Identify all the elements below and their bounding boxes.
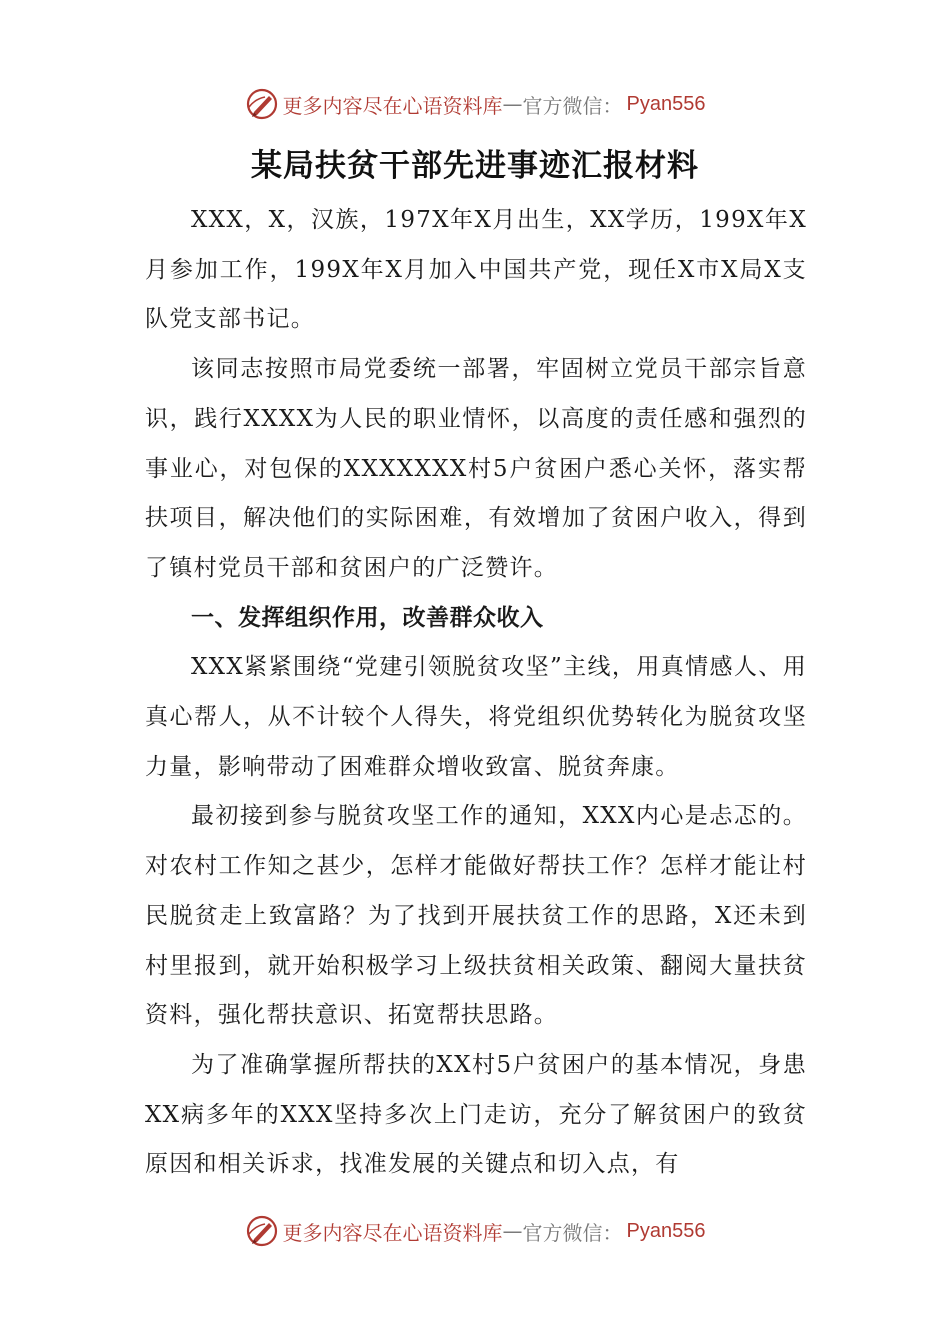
paragraph-section1-2: 最初接到参与脱贫攻坚工作的通知，XXX内心是忐忑的。对农村工作知之甚少，怎样才能做好帮扶工作？怎样才能让村民脱贫走上致富路？为了找到开展扶贫工作的思路，X还未到村里报到，就开始积极学习上级扶贫相关政策、翻阅大量扶贫资料，强化帮扶意识、拓宽帮扶思路。 (145, 803, 807, 1029)
paragraph-section1-1: XXX紧紧围绕“党建引领脱贫攻坚”主线，用真情感人、用真心帮人，从不计较个人得失，将党组织优势转化为脱贫攻坚力量，影响带动了困难群众增收致富、脱贫奔康。 (145, 654, 807, 780)
section-heading-1: 一、发挥组织作用，改善群众收入 (191, 604, 544, 631)
pen-logo-icon (245, 1214, 279, 1248)
watermark-dash: — (502, 1219, 523, 1243)
footer-watermark (0, 1211, 950, 1251)
document-title: 某局扶贫干部先进事迹汇报材料 (251, 148, 699, 184)
paragraph-summary: 该同志按照市局党委统一部署，牢固树立党员干部宗旨意识，践行XXXX为人民的职业情怀，以高度的责任感和强烈的事业心，对包保的XXXXXXX村5户贫困户悉心关怀，落实帮扶项目，解决他们的实际困难，有效增加了贫困户收入，得到了镇村党员干部和贫困户的广泛赞许。 (145, 356, 807, 581)
document-body (145, 196, 807, 1190)
watermark-wechat-id: Pyan556 (626, 92, 706, 115)
header-watermark (0, 84, 950, 124)
watermark-grey-text: 官方微信： (522, 1220, 623, 1245)
paragraph-intro: XXX，X，汉族，197X年X月出生，XX学历，199X年X月参加工作，199X年X月加入中国共产党，现任X市X局X支队党支部书记。 (145, 207, 807, 333)
watermark-grey-text: 官方微信： (522, 93, 623, 118)
watermark-dash: — (502, 92, 523, 116)
pen-logo-icon (245, 87, 279, 121)
watermark-red-text: 更多内容尽在心语资料库 (282, 1220, 503, 1245)
watermark-wechat-id: Pyan556 (626, 1219, 706, 1242)
watermark-red-text: 更多内容尽在心语资料库 (282, 93, 503, 118)
paragraph-section1-3: 为了准确掌握所帮扶的XX村5户贫困户的基本情况，身患XX病多年的XXX坚持多次上门走访，充分了解贫困户的致贫原因和相关诉求，找准发展的关键点和切入点，有 (145, 1051, 807, 1178)
